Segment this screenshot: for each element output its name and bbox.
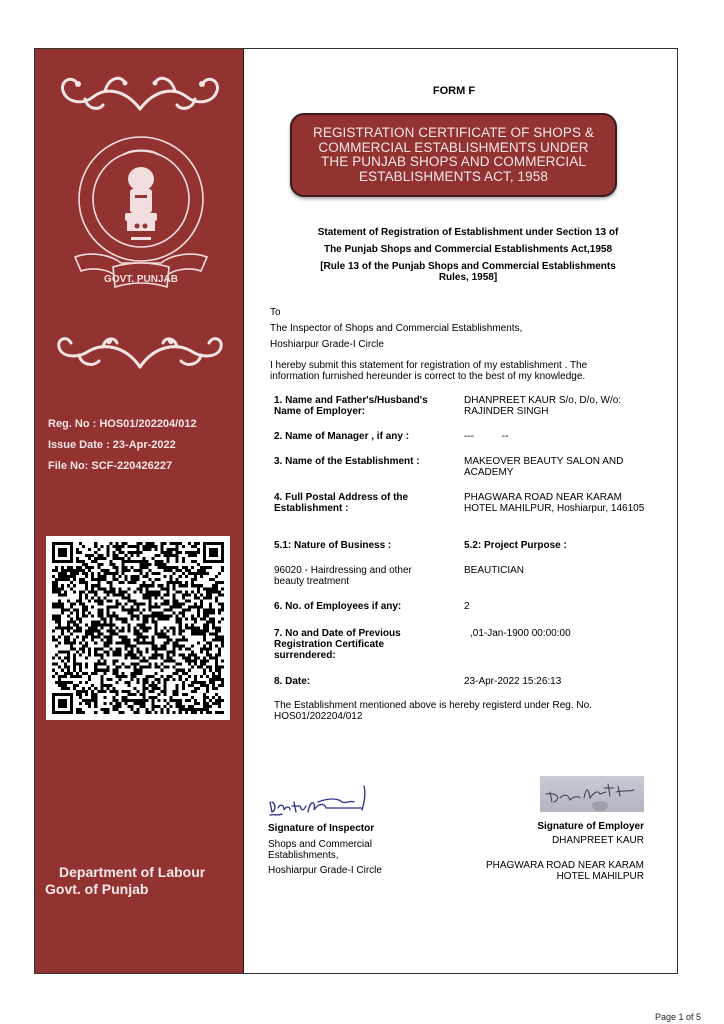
employer-signature-title: Signature of Employer bbox=[537, 821, 644, 832]
field-label: 8. Date: bbox=[274, 676, 311, 687]
page-number: Page 1 of 5 bbox=[655, 1012, 702, 1022]
emblem-label: GOVT. PUNJAB bbox=[104, 274, 178, 285]
field-label: 1. Name and Father's/Husband's Name of Employer: bbox=[274, 395, 428, 417]
employer-address: PHAGWARA ROAD NEAR KARAM HOTEL MAHILPUR bbox=[486, 860, 644, 882]
field-value: DHANPREET KAUR S/o, D/o, W/o: RAJINDER SINGH bbox=[464, 395, 622, 417]
statement-line: [Rule 13 of the Punjab Shops and Commercial Establishments bbox=[320, 261, 616, 272]
field-value: ,01-Jan-1900 00:00:00 bbox=[470, 628, 571, 639]
title-line: REGISTRATION CERTIFICATE OF SHOPS & bbox=[312, 125, 595, 140]
department-line-1: Department of Labour bbox=[59, 864, 206, 880]
field-label: 3. Name of the Establishment : bbox=[274, 456, 420, 467]
employer-signature-block bbox=[454, 774, 644, 882]
form-label: FORM F bbox=[432, 85, 476, 97]
certificate-title-banner bbox=[290, 113, 617, 197]
address-line-2: Hoshiarpur Grade-I Circle bbox=[270, 339, 384, 350]
issue-date: Issue Date : 23-Apr-2022 bbox=[48, 439, 176, 451]
field-value: 2 bbox=[464, 601, 470, 612]
qr-modules bbox=[52, 542, 224, 714]
address-to: To bbox=[270, 307, 281, 318]
qr-code bbox=[46, 536, 230, 720]
scroll-ornament-top-icon bbox=[45, 69, 235, 115]
employer-signature-icon bbox=[540, 776, 644, 812]
qr-finder-pattern bbox=[209, 548, 218, 557]
employer-signature-image bbox=[540, 776, 644, 812]
inspector-signature-icon bbox=[268, 774, 378, 820]
field-value: --- -- bbox=[464, 431, 509, 442]
inspector-signature-block bbox=[268, 774, 438, 876]
field-value: 96020 - Hairdressing and other beauty treatment bbox=[274, 565, 412, 587]
registration-note: The Establishment mentioned above is hereby registerd under Reg. No. HOS01/202204/012 bbox=[274, 700, 592, 722]
field-value: MAKEOVER BEAUTY SALON AND ACADEMY bbox=[464, 456, 624, 478]
registration-summary bbox=[48, 414, 197, 477]
qr-finder-pattern bbox=[58, 548, 67, 557]
statement-line: Rules, 1958] bbox=[438, 272, 498, 283]
statement-line: The Punjab Shops and Commercial Establishments Act,1958 bbox=[323, 244, 613, 255]
reg-number: Reg. No : HOS01/202204/012 bbox=[48, 418, 197, 430]
field-label: 4. Full Postal Address of the Establishment : bbox=[274, 492, 409, 514]
field-label: 7. No and Date of Previous Registration Certificate surrendered: bbox=[274, 628, 401, 661]
qr-finder-pattern bbox=[58, 699, 67, 708]
declaration-text: I hereby submit this statement for registration of my establishment . The information furnished hereunder is correct to the best of my knowledge. bbox=[270, 360, 588, 382]
title-line: THE PUNJAB SHOPS AND COMMERCIAL bbox=[321, 154, 586, 169]
field-label: 2. Name of Manager , if any : bbox=[274, 431, 410, 442]
certificate-body bbox=[244, 49, 677, 973]
file-number: File No: SCF-220426227 bbox=[48, 460, 173, 472]
inspector-signature-title: Signature of Inspector bbox=[268, 823, 375, 834]
statement-line: Statement of Registration of Establishment under Section 13 of bbox=[317, 227, 619, 238]
govt-punjab-emblem-icon bbox=[61, 127, 221, 297]
field-value: PHAGWARA ROAD NEAR KARAM HOTEL MAHILPUR, Hoshiarpur, 146105 bbox=[464, 492, 645, 514]
qr-code-icon bbox=[52, 542, 224, 714]
field-label: 5.1: Nature of Business : bbox=[274, 540, 392, 551]
sidebar bbox=[35, 49, 244, 973]
title-line: COMMERCIAL ESTABLISHMENTS UNDER bbox=[318, 139, 589, 155]
inspector-office: Shops and Commercial Establishments, bbox=[268, 839, 372, 861]
department-line-2: Govt. of Punjab bbox=[45, 881, 149, 897]
field-label: 6. No. of Employees if any: bbox=[274, 601, 402, 612]
field-value: 23-Apr-2022 15:26:13 bbox=[464, 676, 562, 687]
department-name bbox=[45, 864, 205, 898]
title-line: ESTABLISHMENTS ACT, 1958 bbox=[359, 168, 548, 184]
address-line-1: The Inspector of Shops and Commercial Establishments, bbox=[270, 323, 523, 334]
statement-heading bbox=[292, 224, 644, 283]
field-value: BEAUTICIAN bbox=[464, 565, 525, 576]
inspector-circle: Hoshiarpur Grade-I Circle bbox=[268, 865, 382, 876]
employer-name: DHANPREET KAUR bbox=[551, 835, 644, 846]
scroll-ornament-middle-icon bbox=[45, 327, 235, 373]
field-label: 5.2: Project Purpose : bbox=[464, 540, 567, 551]
